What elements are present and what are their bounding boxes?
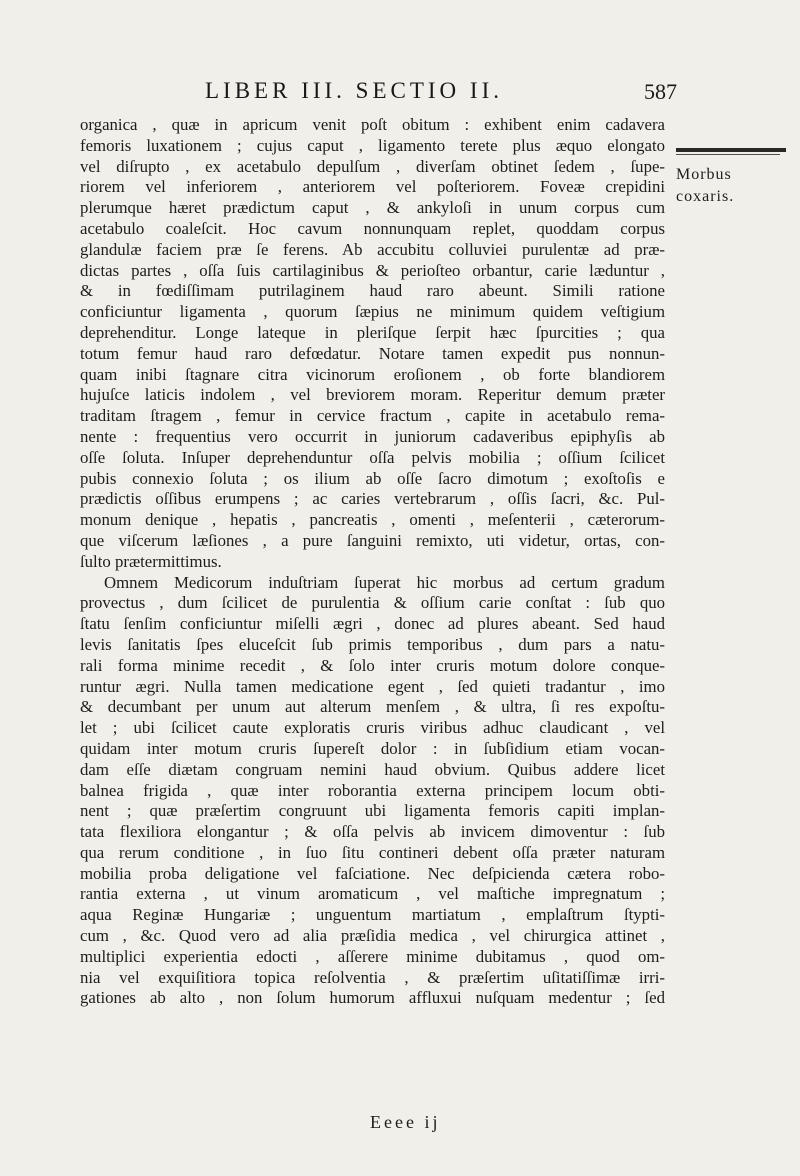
text-line: rali forma minime recedit , & ſolo inter cruris motum dolore conque- [80,655,665,675]
page-header [0,78,800,112]
text-line: aqua Reginæ Hungariæ ; unguentum martiatum , emplaſtrum ſtypti- [80,905,665,925]
text-line: deprehenditur. Longe lateque in pleriſque ſerpit hæc ſpurcities ; qua [80,322,665,342]
text-line: cum , &c. Quod vero ad alia præſidia medica , vel chirurgica attinet , [80,926,665,946]
signature-mark: Eeee ij [370,1112,441,1132]
text-line: rantia externa , ut vinum aromaticum , vel maſtiche impregnatum ; [80,884,665,904]
text-line: mobilia proba deligatione vel faſciatione. Nec deſpicienda cætera robo- [80,863,665,883]
text-line: monum denique , hepatis , pancreatis , omenti , meſenterii , cæterorum- [80,510,665,530]
text-line: gationes ab alto , non ſolum humorum affluxui nuſquam medentur ; ſed [80,988,665,1008]
margin-rule-thin [676,154,780,155]
margin-rule-thick [676,148,786,152]
text-line: glandulæ faciem præ ſe ferens. Ab accubitu colluviei purulentæ ad præ- [80,239,665,259]
margin-note-line-2: coxaris. [676,188,735,205]
text-line: femoris luxationem ; cujus caput , ligamento terete plus æquo elongato [80,135,665,155]
running-head: LIBER III. SECTIO II. [205,78,503,103]
text-line: dam eſſe diætam congruam nemini haud obvium. Quibus addere licet [80,759,665,779]
text-line: qua rerum conditione , in ſuo ſitu contineri debent oſſa præter naturam [80,842,665,862]
text-line: oſſe ſoluta. Inſuper deprehenduntur oſſa pelvis mobilia ; oſſium ſcilicet [80,447,665,467]
text-line: pubis connexio ſoluta ; os ilium ab oſſe ſacro dimotum ; exoſtoſis e [80,468,665,488]
text-line: let ; ubi ſcilicet caute exploratis cruris viribus adhuc claudicant , vel [80,718,665,738]
text-line: quidam inter motum cruris ſupereſt dolor : in ſubſidium etiam vocan- [80,738,665,758]
text-line: nent ; quæ præſertim congruunt ubi ligamenta femoris capiti implan- [80,801,665,821]
text-line: tata flexiliora elongantur ; & oſſa pelvis ab invicem dimoventur : ſub [80,822,665,842]
text-line: quam inibi ſtagnare citra vicinorum eroſionem , ob forte blandiorem [80,364,665,384]
text-line: traditam ſtragem , femur in cervice fractum , capite in acetabulo rema- [80,406,665,426]
text-line: prædictis oſſibus erumpens ; ac caries vertebrarum , oſſis ſacri, &c. Pul- [80,489,665,509]
text-line: Omnem Medicorum induſtriam ſuperat hic morbus ad certum gradum [104,572,665,592]
text-line: que viſcerum læſiones , a pure ſanguini remixto, uti videtur, ortas, con- [80,530,665,550]
body-text [80,115,665,1009]
text-line: nia vel exquiſitiora topica reſolventia , & præſertim uſitatiſſimæ irri- [80,967,665,987]
text-line: balnea frigida , quæ inter roborantia externa principem locum obti- [80,780,665,800]
text-line: provectus , dum ſcilicet de purulentia & oſſium carie conſtat : ſub quo [80,593,665,613]
text-line: plerumque hæret prædictum caput , & ankyloſi in unum corpus cum [80,198,665,218]
text-line: riorem vel inferiorem , anteriorem vel poſteriorem. Foveæ crepidini [80,177,665,197]
text-line: totum femur haud raro defœdatur. Notare tamen expedit pus nonnun- [80,343,665,363]
text-line: dictas partes , oſſa ſuis cartilaginibus & perioſteo orbantur, carie læduntur , [80,260,665,280]
text-line: ſtatu ſenſim conficiuntur miſelli ægri , donec ad plures abeant. Sed haud [80,614,665,634]
text-line: levis ſanitatis ſpes eluceſcit ſub primis temporibus , dum pars a natu- [80,634,665,654]
page-number: 587 [644,79,677,104]
text-line: & decumbant per unum aut alterum menſem , & ultra, ſi res expoſtu- [80,697,665,717]
text-line: acetabulo coaleſcit. Hoc cavum nonnunquam replet, quoddam corpus [80,218,665,238]
margin-note [676,148,786,208]
text-line: & in fœdiſſimam putrilaginem haud raro abeunt. Simili ratione [80,281,665,301]
margin-note-line-1: Morbus [676,166,732,183]
text-line: vel diſrupto , ex acetabulo depulſum , diverſam obtinet ſedem , ſupe- [80,156,665,176]
text-line: organica , quæ in apricum venit poſt obitum : exhibent enim cadavera [80,115,665,134]
text-line: conficiuntur ligamenta , quorum ſæpius ne minimum quidem veſtigium [80,302,665,322]
text-line: hujuſce laticis indolem , vel breviorem moram. Reperitur demum præter [80,385,665,405]
text-line: multiplici experientia edocti , aſſerere minime dubitamus , quod om- [80,946,665,966]
text-line: nente : frequentius vero occurrit in juniorum cadaveribus epiphyſis ab [80,426,665,446]
text-line: runtur ægri. Nulla tamen medicatione egent , ſed quieti tradantur , imo [80,676,665,696]
text-line: ſulto prætermittimus. [80,551,222,571]
